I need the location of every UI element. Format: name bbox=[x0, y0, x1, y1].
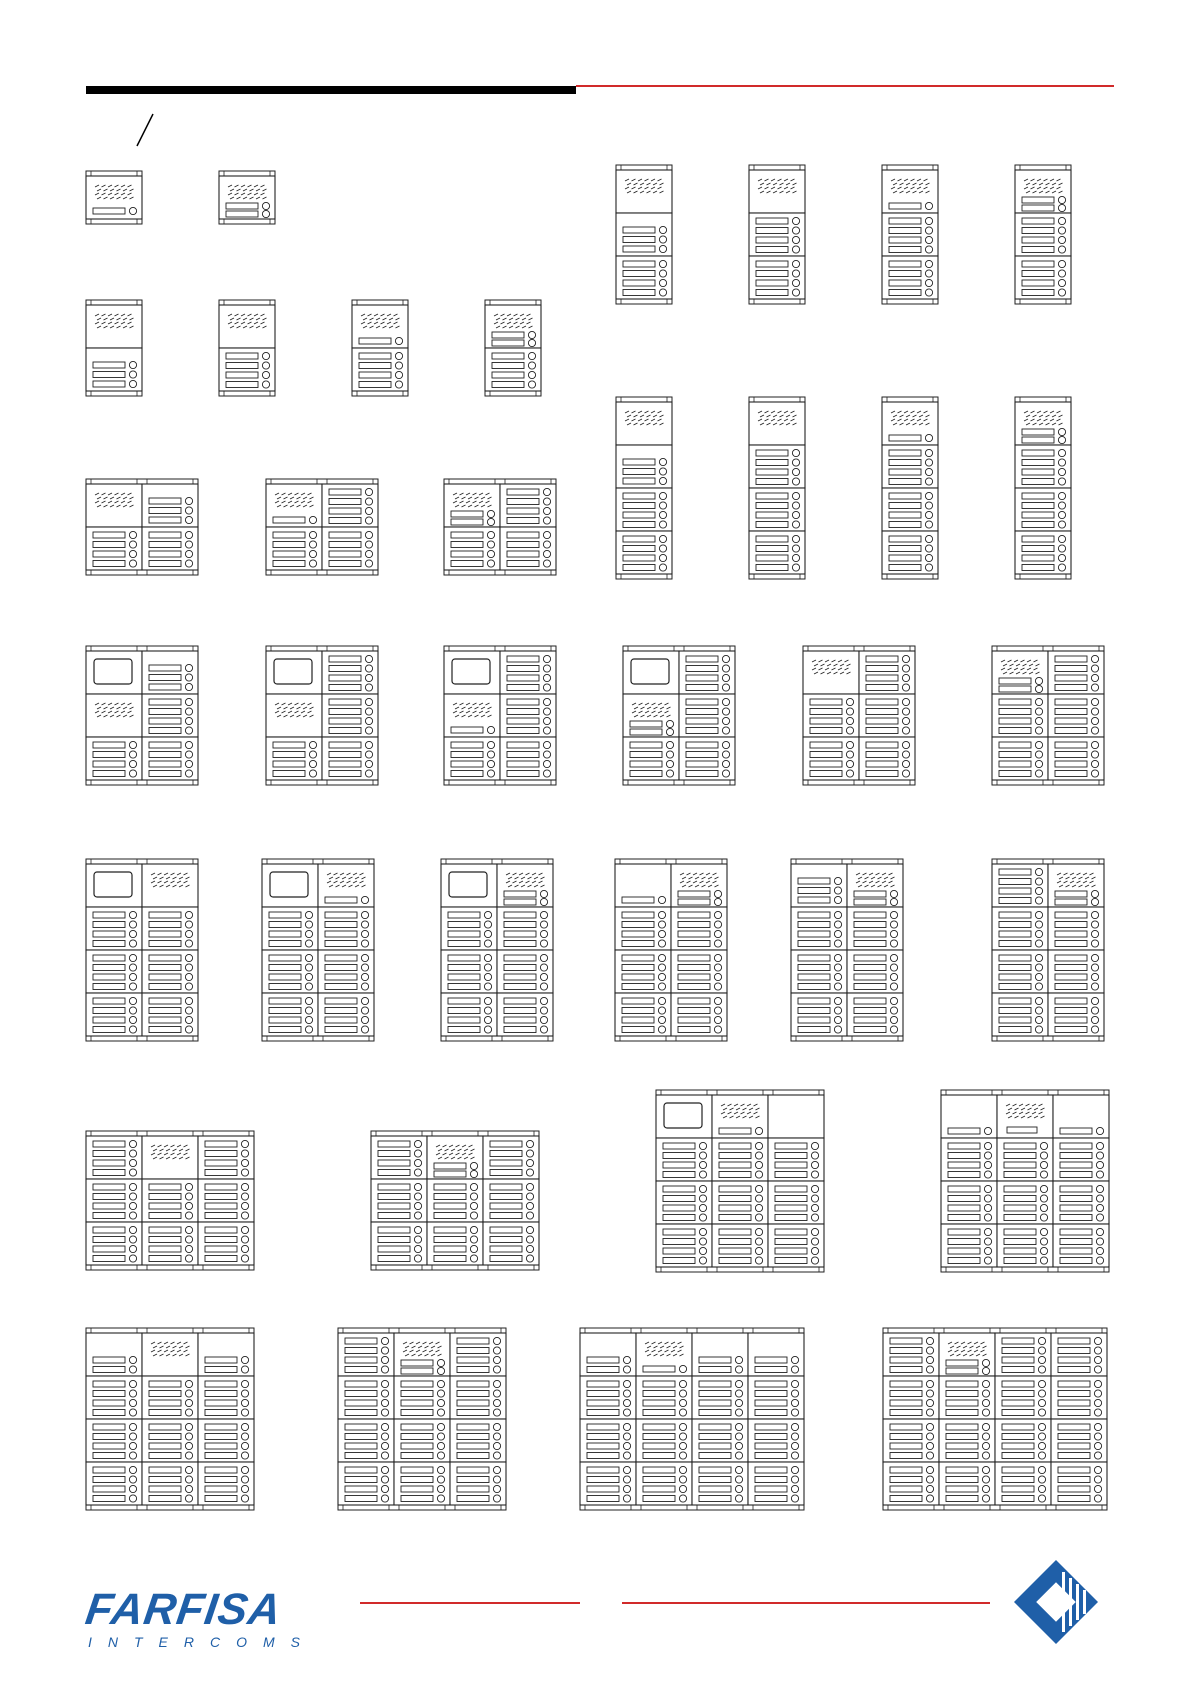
panel-top-cap bbox=[615, 859, 727, 864]
panel-top-cap bbox=[485, 300, 541, 305]
panel-top-cap bbox=[338, 1328, 506, 1333]
brand-logo bbox=[82, 1585, 316, 1650]
panel-audio-b bbox=[992, 646, 1104, 785]
panel-bottom-cap bbox=[749, 574, 805, 579]
panel-6btn-a bbox=[485, 300, 541, 396]
panel-5btn-a bbox=[352, 300, 408, 396]
panel-top-cap bbox=[219, 300, 275, 305]
panel-bottom-cap bbox=[219, 391, 275, 396]
panel-top-cap bbox=[992, 646, 1104, 651]
panel-triple-e bbox=[338, 1328, 506, 1510]
panel-bottom-cap bbox=[992, 1036, 1104, 1041]
panel-top-cap bbox=[352, 300, 408, 305]
panel-top-cap bbox=[883, 1328, 1107, 1333]
panel-triple-d bbox=[86, 1328, 254, 1510]
panel-triple-c bbox=[941, 1090, 1109, 1272]
module-frame bbox=[791, 864, 847, 907]
module-frame bbox=[616, 213, 672, 256]
panel-top-cap bbox=[656, 1090, 824, 1095]
panel-bottom-cap bbox=[352, 391, 408, 396]
panel-top-cap bbox=[86, 646, 198, 651]
panel-4btn-a bbox=[219, 300, 275, 396]
panel-triple-video bbox=[656, 1090, 824, 1272]
panel-top-cap bbox=[992, 859, 1104, 864]
panel-14btn-a bbox=[1015, 397, 1071, 579]
module-frame bbox=[768, 1095, 824, 1138]
panel-triple-b bbox=[371, 1131, 539, 1270]
panel-double-a bbox=[86, 479, 198, 575]
panel-top-cap bbox=[86, 171, 142, 176]
panel-bottom-cap bbox=[803, 780, 915, 785]
panel-bottom-cap bbox=[444, 780, 556, 785]
panel-audio-c bbox=[615, 859, 727, 1041]
panel-top-cap bbox=[444, 646, 556, 651]
panel-11btn-a bbox=[616, 397, 672, 579]
panel-bottom-cap bbox=[791, 1036, 903, 1041]
panel-top-cap bbox=[262, 859, 374, 864]
panel-quad-b bbox=[883, 1328, 1107, 1510]
panel-top-cap bbox=[941, 1090, 1109, 1095]
panel-top-cap bbox=[86, 859, 198, 864]
panel-9btn-a bbox=[882, 165, 938, 304]
panel-bottom-cap bbox=[615, 1036, 727, 1041]
panel-audio-d bbox=[791, 859, 903, 1041]
module-frame bbox=[748, 1333, 804, 1376]
panel-bottom-cap bbox=[941, 1267, 1109, 1272]
panel-bottom-cap bbox=[882, 574, 938, 579]
panel-double-b bbox=[266, 479, 378, 575]
module-frame bbox=[941, 1095, 997, 1138]
module-frame bbox=[580, 1333, 636, 1376]
panel-top-cap bbox=[219, 171, 275, 176]
panel-bottom-cap bbox=[623, 780, 735, 785]
panel-bottom-cap bbox=[616, 299, 672, 304]
panel-bottom-cap bbox=[338, 1505, 506, 1510]
panel-bottom-cap bbox=[262, 1036, 374, 1041]
panel-top-cap bbox=[882, 165, 938, 170]
panel-video-g bbox=[441, 859, 553, 1041]
panel-bottom-cap bbox=[1015, 299, 1071, 304]
panel-top-cap bbox=[444, 479, 556, 484]
module-frame bbox=[616, 445, 672, 488]
panel-bottom-cap bbox=[86, 219, 142, 224]
panel-bottom-cap bbox=[656, 1267, 824, 1272]
panel-video-e bbox=[86, 859, 198, 1041]
panel-top-cap bbox=[803, 646, 915, 651]
panel-1btn bbox=[86, 171, 142, 224]
module-frame bbox=[142, 651, 198, 694]
panel-13btn-a bbox=[882, 397, 938, 579]
panel-10btn-a bbox=[1015, 165, 1071, 304]
panel-top-cap bbox=[791, 859, 903, 864]
panel-top-cap bbox=[616, 397, 672, 402]
module-frame bbox=[198, 1333, 254, 1376]
panel-bottom-cap bbox=[882, 299, 938, 304]
panel-bottom-cap bbox=[1015, 574, 1071, 579]
panel-video-a bbox=[86, 646, 198, 785]
panel-double-c bbox=[444, 479, 556, 575]
panel-bottom-cap bbox=[616, 574, 672, 579]
panel-3btn-a bbox=[86, 300, 142, 396]
panel-bottom-cap bbox=[266, 570, 378, 575]
panel-bottom-cap bbox=[992, 780, 1104, 785]
module-frame bbox=[692, 1333, 748, 1376]
panel-bottom-cap bbox=[86, 391, 142, 396]
panel-video-d bbox=[623, 646, 735, 785]
panel-8btn-a bbox=[749, 165, 805, 304]
panel-top-cap bbox=[86, 479, 198, 484]
module-frame bbox=[1053, 1095, 1109, 1138]
panel-bottom-cap bbox=[580, 1505, 804, 1510]
brand-name: FARFISA bbox=[82, 1585, 285, 1634]
panel-top-cap bbox=[882, 397, 938, 402]
panel-7btn-a bbox=[616, 165, 672, 304]
panel-top-cap bbox=[441, 859, 553, 864]
panel-bottom-cap bbox=[219, 219, 275, 224]
module-frame bbox=[86, 1333, 142, 1376]
panel-top-cap bbox=[371, 1131, 539, 1136]
panel-12btn-a bbox=[749, 397, 805, 579]
panel-bottom-cap bbox=[86, 1036, 198, 1041]
panel-bottom-cap bbox=[485, 391, 541, 396]
panel-2btn bbox=[219, 171, 275, 224]
panel-bottom-cap bbox=[86, 780, 198, 785]
panel-bottom-cap bbox=[266, 780, 378, 785]
panel-bottom-cap bbox=[441, 1036, 553, 1041]
panel-bottom-cap bbox=[444, 570, 556, 575]
panel-top-cap bbox=[1015, 165, 1071, 170]
module-frame bbox=[86, 348, 142, 391]
panel-top-cap bbox=[266, 646, 378, 651]
module-frame bbox=[615, 864, 671, 907]
panel-top-cap bbox=[749, 397, 805, 402]
panel-top-cap bbox=[623, 646, 735, 651]
panel-bottom-cap bbox=[749, 299, 805, 304]
panel-video-f bbox=[262, 859, 374, 1041]
panel-top-cap bbox=[86, 1328, 254, 1333]
panel-top-cap bbox=[86, 300, 142, 305]
panel-bottom-cap bbox=[86, 570, 198, 575]
panel-quad-a bbox=[580, 1328, 804, 1510]
panel-top-cap bbox=[86, 1131, 254, 1136]
panel-audio-e bbox=[992, 859, 1104, 1041]
panel-top-cap bbox=[266, 479, 378, 484]
panel-video-c bbox=[444, 646, 556, 785]
panel-bottom-cap bbox=[86, 1265, 254, 1270]
panel-bottom-cap bbox=[883, 1505, 1107, 1510]
panel-video-b bbox=[266, 646, 378, 785]
panel-bottom-cap bbox=[86, 1505, 254, 1510]
panel-audio-a bbox=[803, 646, 915, 785]
panel-top-cap bbox=[1015, 397, 1071, 402]
panel-bottom-cap bbox=[371, 1265, 539, 1270]
module-frame bbox=[142, 484, 198, 527]
panel-top-cap bbox=[749, 165, 805, 170]
panel-top-cap bbox=[580, 1328, 804, 1333]
brand-tagline: INTERCOMS bbox=[88, 1634, 316, 1650]
panel-triple-a bbox=[86, 1131, 254, 1270]
panel-top-cap bbox=[616, 165, 672, 170]
